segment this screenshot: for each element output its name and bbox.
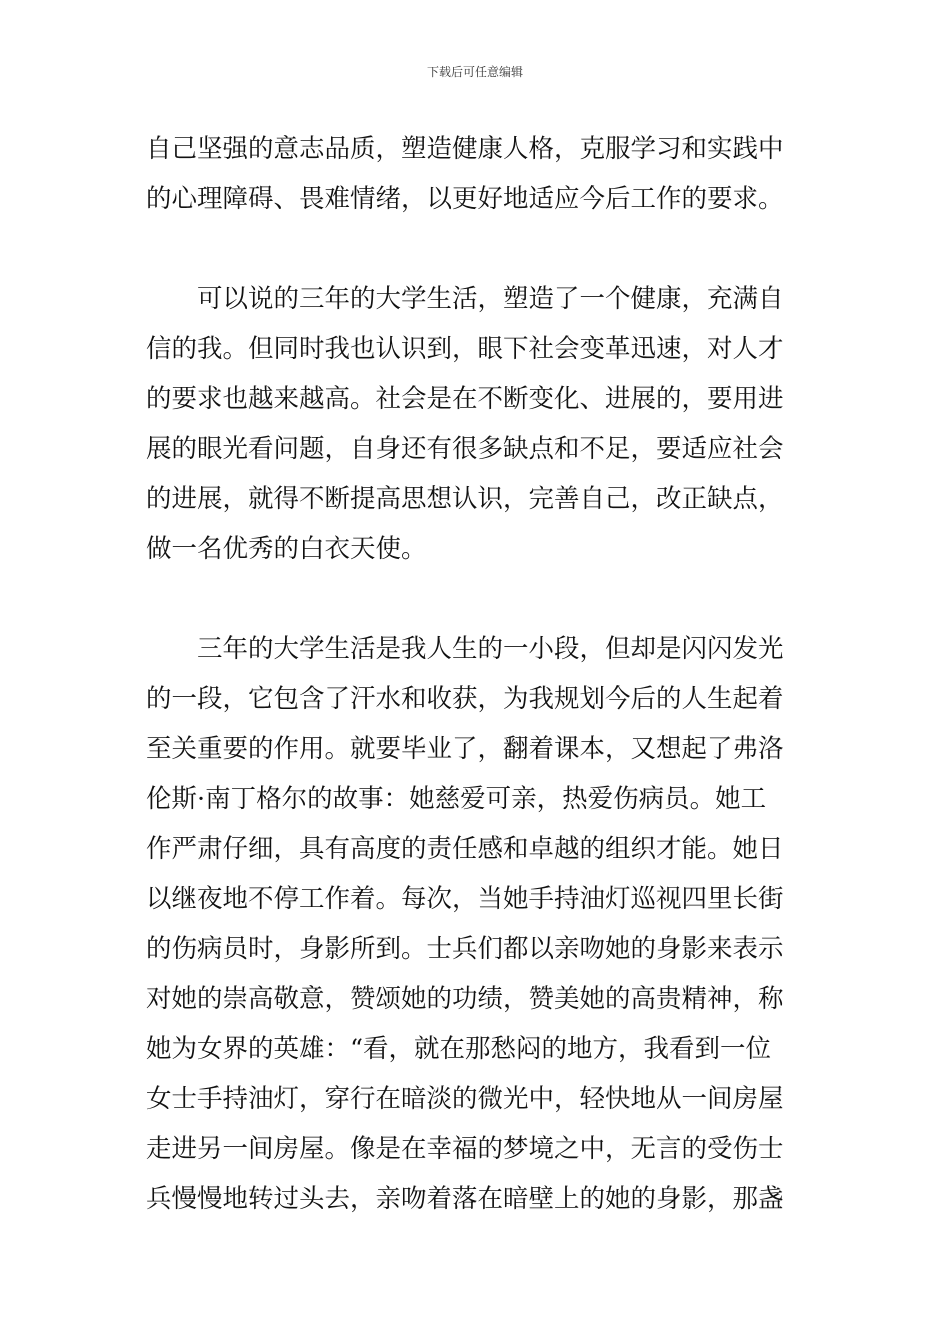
text-line: 以继夜地不停工作着。每次，当她手持油灯巡视四里长街: [146, 884, 784, 914]
text-line: 可以说的三年的大学生活，塑造了一个健康，充满自: [197, 284, 784, 314]
text-line: 作严肃仔细，具有高度的责任感和卓越的组织才能。她日: [146, 834, 784, 864]
text-line: 自己坚强的意志品质，塑造健康人格，克服学习和实践中: [146, 134, 784, 164]
text-line: 至关重要的作用。就要毕业了，翻着课本，又想起了弗洛: [146, 734, 784, 764]
text-line: 走进另一间房屋。像是在幸福的梦境之中，无言的受伤士: [146, 1134, 784, 1164]
paragraph-2: [146, 274, 808, 574]
text-line: 的要求也越来越高。社会是在不断变化、进展的，要用进: [146, 384, 784, 414]
text-line: 三年的大学生活是我人生的一小段，但却是闪闪发光: [197, 634, 784, 664]
paragraph-gap: [146, 224, 808, 274]
paragraph-3: [146, 624, 808, 1224]
text-line: 的进展，就得不断提高思想认识，完善自己，改正缺点，: [146, 484, 784, 514]
text-line: 的伤病员时，身影所到。士兵们都以亲吻她的身影来表示: [146, 934, 784, 964]
text-line: 伦斯·南丁格尔的故事：她慈爱可亲，热爱伤病员。她工: [146, 784, 767, 814]
document-body: [146, 124, 808, 1224]
text-line: 信的我。但同时我也认识到，眼下社会变革迅速，对人才: [146, 334, 784, 364]
page-header: 下载后可任意编辑: [426, 65, 523, 79]
text-line: 的一段，它包含了汗水和收获，为我规划今后的人生起着: [146, 684, 784, 714]
paragraph-gap: [146, 574, 808, 624]
text-line: 对她的崇高敬意，赞颂她的功绩，赞美她的高贵精神，称: [146, 984, 784, 1014]
text-line: 女士手持油灯，穿行在暗淡的微光中，轻快地从一间房屋: [146, 1084, 784, 1114]
paragraph-1: [146, 124, 808, 224]
text-line: 展的眼光看问题，自身还有很多缺点和不足，要适应社会: [146, 434, 784, 464]
text-line: 做一名优秀的白衣天使。: [146, 534, 427, 564]
text-line: 她为女界的英雄：“看，就在那愁闷的地方，我看到一位: [146, 1034, 772, 1064]
text-line: 的心理障碍、畏难情绪，以更好地适应今后工作的要求。: [146, 184, 784, 214]
text-line: 兵慢慢地转过头去，亲吻着落在暗壁上的她的身影，那盏: [146, 1184, 784, 1214]
